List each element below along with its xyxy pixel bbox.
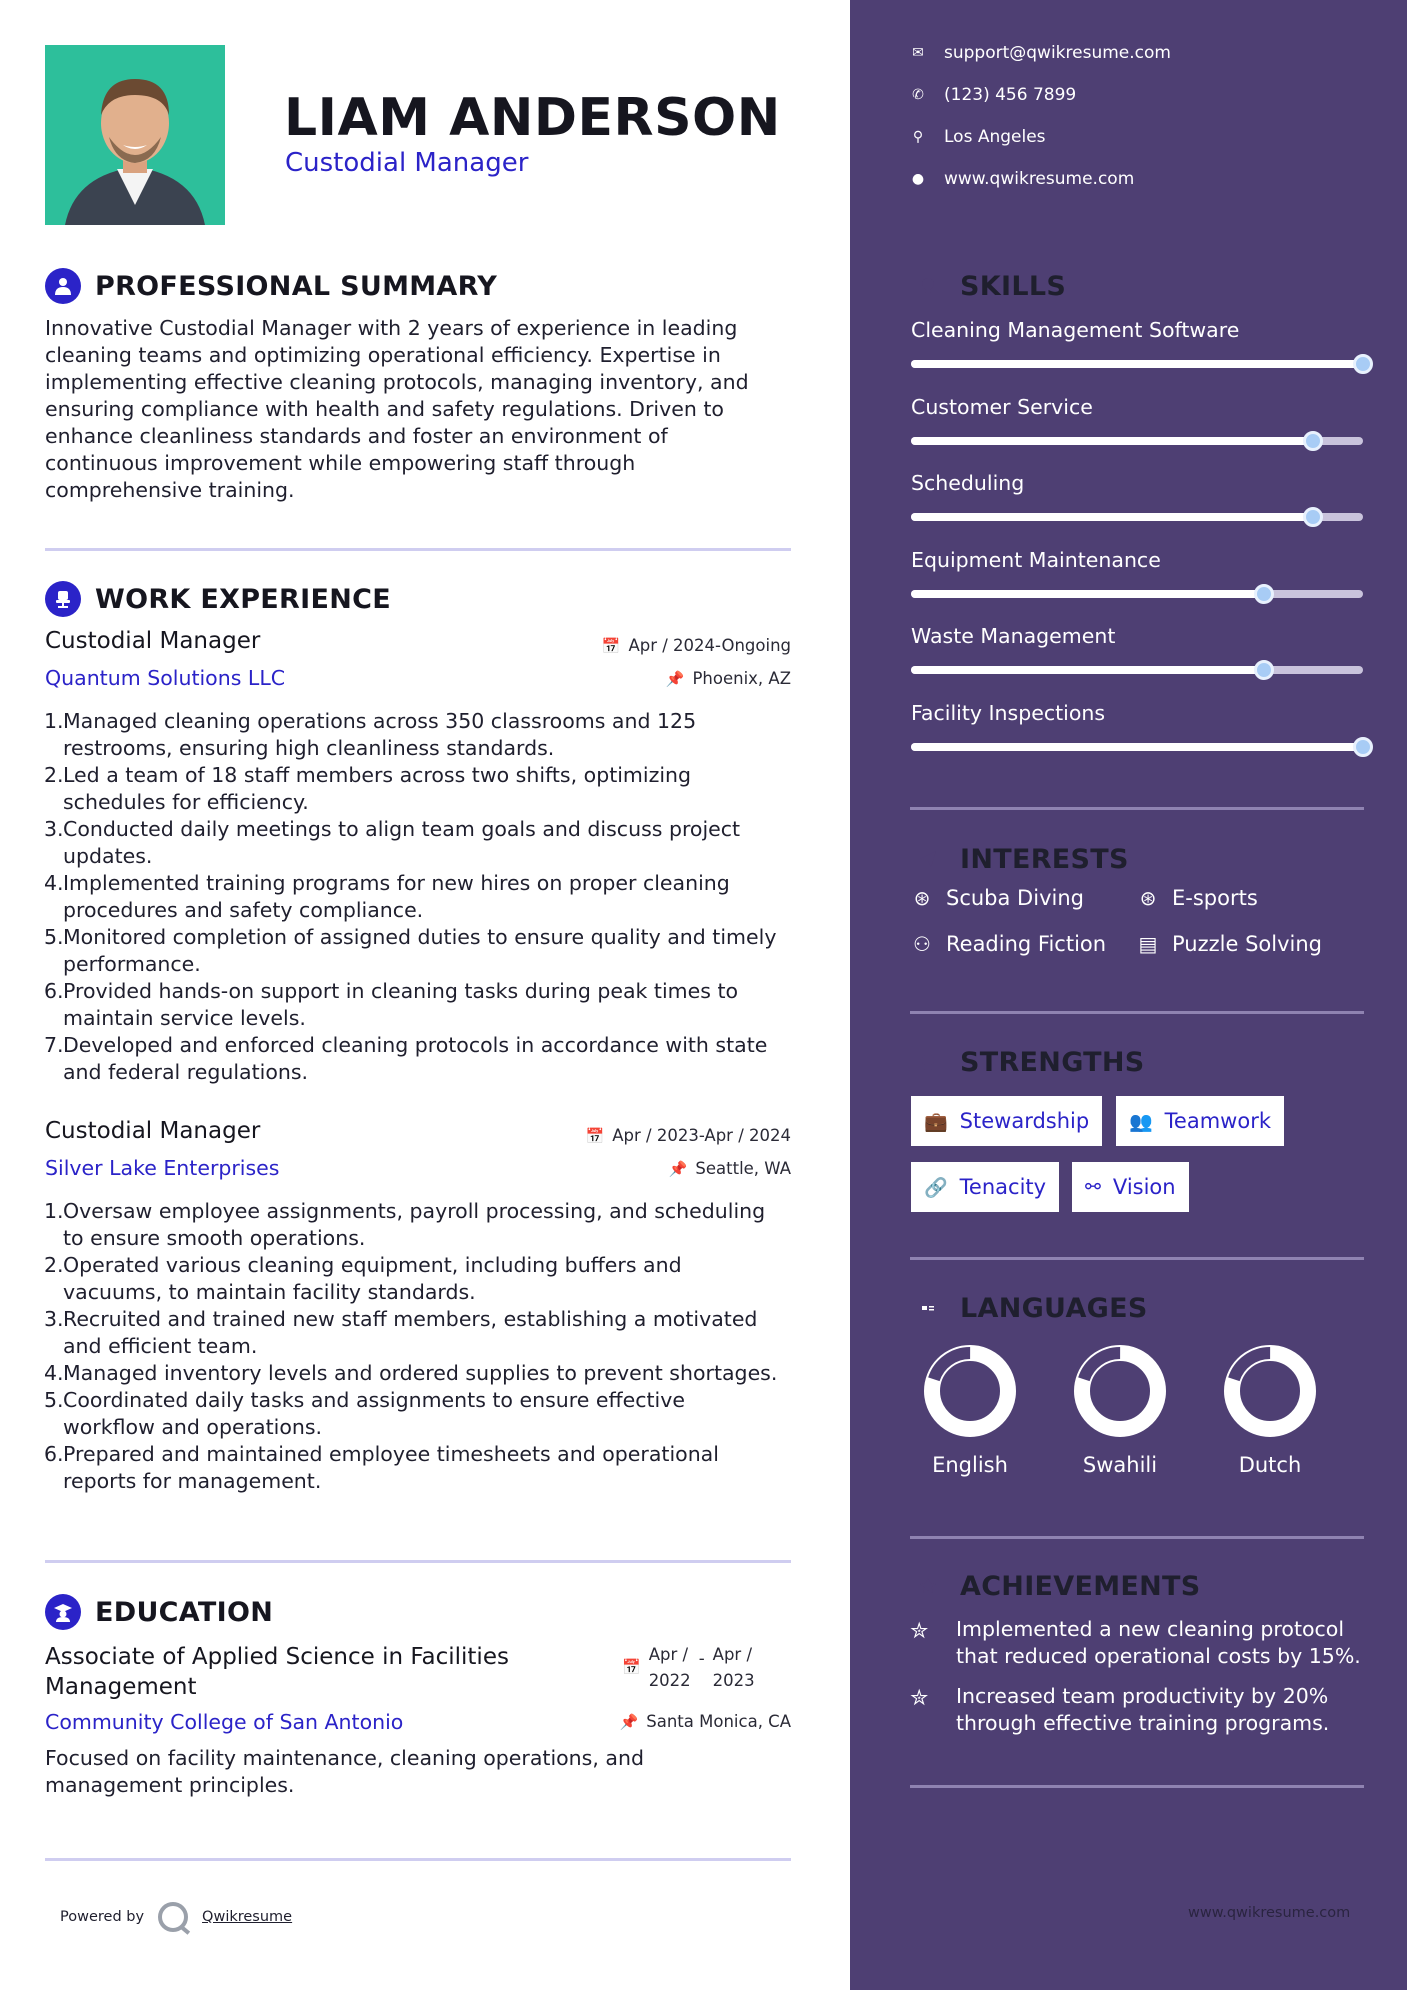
summary-line: Innovative Custodial Manager with 2 years of experience in leading: [45, 316, 738, 340]
job-date: [602, 636, 791, 655]
life-ring-icon: ⊛: [1139, 886, 1157, 910]
users-icon: 👥: [1129, 1110, 1153, 1133]
achievement-text: Implemented a new cleaning protocol that reduced operational costs by 15%.: [956, 1617, 1361, 1668]
summary-text: [45, 315, 749, 504]
candidate-title: Custodial Manager: [285, 148, 529, 178]
contact-location: [910, 127, 1046, 147]
section-divider: [45, 1560, 791, 1563]
achievement-item: [910, 1616, 1361, 1670]
summary-line: cleaning teams and optimizing operational efficiency. Expertise in: [45, 343, 721, 367]
skill-bar: [911, 360, 1363, 368]
strength-badge: [911, 1162, 1059, 1212]
phone-icon: ✆: [912, 87, 924, 103]
contact-phone[interactable]: [910, 85, 1076, 105]
languages-heading: LANGUAGES: [960, 1292, 1148, 1324]
summary-heading: PROFESSIONAL SUMMARY: [95, 270, 498, 302]
qwikresume-logo-icon: [158, 1902, 188, 1932]
education-date: [622, 1642, 755, 1694]
job-title: Custodial Manager: [45, 628, 261, 654]
strengths-heading: STRENGTHS: [960, 1046, 1145, 1078]
skill-bar: [911, 590, 1363, 598]
contact-location-text: Los Angeles: [944, 127, 1046, 147]
globe-icon: ●: [911, 171, 925, 187]
skill-label: Equipment Maintenance: [911, 547, 1161, 572]
skill-bar-fill: [911, 437, 1313, 445]
experience-heading: WORK EXPERIENCE: [95, 583, 391, 615]
education-location-text: Santa Monica, CA: [646, 1712, 791, 1731]
interest-item: [910, 932, 1106, 956]
language-proficiency-ring: [1072, 1343, 1168, 1439]
language-label: Dutch: [1238, 1453, 1302, 1477]
contact-phone-text: (123) 456 7899: [944, 85, 1077, 105]
job-location: [669, 1159, 791, 1178]
interest-label: Scuba Diving: [946, 886, 1084, 910]
person-portrait-icon: [45, 45, 225, 225]
job-company: Silver Lake Enterprises: [45, 1156, 280, 1180]
education-desc-line: management principles.: [45, 1773, 295, 1797]
job-location: [666, 669, 791, 688]
list-item: Developed and enforced cleaning protocols in accordance with state and federal regulations.: [63, 1033, 768, 1084]
job-date-text: Apr / 2023-Apr / 2024: [612, 1126, 791, 1145]
skill-bar: [911, 437, 1363, 445]
skill-label: Scheduling: [911, 471, 1025, 495]
language-proficiency-ring: [1222, 1343, 1318, 1439]
footer-website[interactable]: www.qwikresume.com: [1188, 1905, 1351, 1921]
skill-bar-fill: [911, 590, 1264, 598]
calendar-icon: 📅: [622, 1658, 641, 1676]
book-icon: ▤: [1138, 932, 1158, 956]
candidate-name: LIAM ANDERSON: [284, 88, 781, 148]
skill-bar-fill: [911, 360, 1363, 368]
section-divider: [910, 1536, 1364, 1539]
interest-item: [1136, 886, 1258, 910]
skills-heading: SKILLS: [960, 270, 1067, 302]
star-badge-icon: [910, 1568, 946, 1604]
calendar-icon: 📅: [601, 636, 621, 655]
summary-line: enhance cleanliness standards and foster an environment of: [45, 424, 668, 448]
star-hand-icon: ✮: [910, 1686, 929, 1711]
contact-email-text: support@qwikresume.com: [944, 43, 1171, 63]
languages-header: [910, 1290, 1148, 1326]
skill-bar-fill: [911, 513, 1313, 521]
summary-line: ensuring compliance with health and safety regulations. Driven to: [45, 397, 724, 421]
pin-icon: 📌: [619, 1712, 639, 1731]
skill-label: Waste Management: [911, 624, 1116, 648]
achievements-heading: ACHIEVEMENTS: [960, 1570, 1201, 1602]
strength-label: Stewardship: [959, 1109, 1090, 1133]
list-item: Managed inventory levels and ordered supplies to prevent shortages.: [63, 1361, 778, 1385]
powered-by-text: Powered by: [60, 1909, 145, 1925]
education-heading: EDUCATION: [95, 1596, 274, 1628]
education-location: [620, 1712, 791, 1731]
gamepad-icon: ⚇: [913, 932, 931, 956]
language-card-icon: [910, 1290, 946, 1326]
language-item: [915, 1343, 1025, 1477]
skills-header: [910, 268, 1066, 304]
skill-level-handle: [1254, 660, 1274, 680]
job-bullets: [44, 1198, 804, 1495]
job-location-text: Seattle, WA: [695, 1159, 791, 1178]
job-location-text: Phoenix, AZ: [692, 669, 791, 688]
job-title: Custodial Manager: [45, 1118, 261, 1144]
degree-line: Associate of Applied Science in Facilities: [45, 1644, 509, 1670]
language-proficiency-ring: [922, 1343, 1018, 1439]
list-item: Provided hands-on support in cleaning tasks during peak times to maintain service levels.: [63, 979, 739, 1030]
section-divider: [45, 1858, 791, 1861]
list-item: Managed cleaning operations across 350 classrooms and 125 restrooms, ensuring high cleanliness standards.: [63, 709, 697, 760]
strength-badge: [1116, 1096, 1284, 1146]
summary-line: continuous improvement while empowering staff through: [45, 451, 636, 475]
chair-icon: [45, 581, 81, 617]
list-item: Prepared and maintained employee timesheets and operational reports for management.: [63, 1442, 719, 1493]
experience-header: [45, 581, 391, 617]
paper-plane-icon: [910, 841, 946, 877]
skill-label: Customer Service: [911, 394, 1093, 419]
interests-header: [910, 841, 1129, 877]
list-item: Recruited and trained new staff members, establishing a motivated and efficient team.: [63, 1307, 758, 1358]
summary-header: [45, 268, 497, 304]
list-item: Implemented training programs for new hires on proper cleaning procedures and safety compliance.: [63, 871, 730, 922]
strength-badge: [1072, 1162, 1189, 1212]
interest-label: Puzzle Solving: [1172, 932, 1322, 956]
lightbulb-icon: [910, 268, 946, 304]
interests-heading: INTERESTS: [960, 843, 1129, 875]
list-item: Led a team of 18 staff members across two shifts, optimizing schedules for efficiency.: [63, 763, 692, 814]
star-hand-icon: ✮: [910, 1619, 929, 1644]
user-icon: [45, 268, 81, 304]
qwikresume-link[interactable]: Qwikresume: [202, 1909, 293, 1925]
list-item: Operated various cleaning equipment, including buffers and vacuums, to maintain facility standards.: [63, 1253, 682, 1304]
interest-label: Reading Fiction: [946, 932, 1107, 956]
education-description: [45, 1745, 644, 1799]
strength-label: Tenacity: [959, 1175, 1047, 1199]
strengths-header: [910, 1044, 1145, 1080]
envelope-icon: ✉: [912, 45, 924, 61]
job-date-text: Apr / 2024-Ongoing: [628, 636, 791, 655]
calendar-icon: 📅: [585, 1126, 605, 1145]
language-label: Swahili: [1082, 1453, 1158, 1477]
section-divider: [45, 548, 791, 551]
skill-bar: [911, 743, 1363, 751]
skill-label: Facility Inspections: [911, 700, 1106, 725]
skill-bar-fill: [911, 743, 1363, 751]
language-item: [1215, 1343, 1325, 1477]
strength-badge: [911, 1096, 1102, 1146]
achievement-text: Increased team productivity by 20% through effective training programs.: [956, 1684, 1330, 1735]
link-icon: 🔗: [924, 1176, 948, 1199]
job-date: [586, 1126, 791, 1145]
degree-title: [45, 1642, 509, 1702]
list-item: Monitored completion of assigned duties to ensure quality and timely performance.: [63, 925, 777, 976]
binoculars-icon: ⚯: [1085, 1176, 1101, 1198]
date-separator: -: [698, 1649, 705, 1668]
map-marker-icon: ⚲: [912, 129, 924, 145]
interest-label: E-sports: [1172, 886, 1258, 910]
profile-photo: [45, 45, 225, 225]
briefcase-icon: 💼: [924, 1110, 948, 1133]
interest-item: [1136, 932, 1322, 956]
strength-label: Vision: [1112, 1175, 1176, 1199]
list-item: Oversaw employee assignments, payroll processing, and scheduling to ensure smooth operations.: [63, 1199, 766, 1250]
section-divider: [910, 807, 1364, 810]
pin-icon: 📌: [665, 669, 685, 688]
education-desc-line: Focused on facility maintenance, cleaning operations, and: [45, 1746, 644, 1770]
school-name: Community College of San Antonio: [45, 1710, 404, 1734]
education-header: [45, 1594, 273, 1630]
contact-website-text: www.qwikresume.com: [944, 169, 1135, 189]
contact-email[interactable]: [910, 43, 1171, 63]
job-bullets: [44, 708, 804, 1086]
achievement-item: [910, 1683, 1329, 1737]
education-date-start: Apr / 2022: [648, 1645, 691, 1690]
strength-label: Teamwork: [1164, 1109, 1271, 1133]
job-company: Quantum Solutions LLC: [45, 666, 286, 690]
summary-line: comprehensive training.: [45, 478, 295, 502]
language-label: English: [932, 1453, 1008, 1477]
skill-bar: [911, 666, 1363, 674]
list-item: Conducted daily meetings to align team goals and discuss project updates.: [63, 817, 741, 868]
graduate-icon: [45, 1594, 81, 1630]
contact-website[interactable]: [910, 169, 1134, 189]
life-ring-icon: ⊛: [913, 886, 931, 910]
pin-icon: 📌: [668, 1159, 688, 1178]
degree-line: Management: [45, 1674, 197, 1700]
list-item: Coordinated daily tasks and assignments to ensure effective workflow and operations.: [63, 1388, 685, 1439]
skill-bar-fill: [911, 666, 1264, 674]
education-date-end: Apr / 2023: [712, 1645, 755, 1690]
skill-level-handle: [1353, 354, 1373, 374]
achievements-header: [910, 1568, 1201, 1604]
skill-level-handle: [1254, 584, 1274, 604]
skill-bar: [911, 513, 1363, 521]
skill-label: Cleaning Management Software: [911, 318, 1240, 342]
powered-by: [60, 1902, 292, 1932]
skill-level-handle: [1303, 431, 1323, 451]
language-item: [1065, 1343, 1175, 1477]
section-divider: [910, 1785, 1364, 1788]
interest-item: [910, 886, 1084, 910]
summary-line: implementing effective cleaning protocols, managing inventory, and: [45, 370, 749, 394]
section-divider: [910, 1257, 1364, 1260]
fist-icon: [910, 1044, 946, 1080]
section-divider: [910, 1011, 1364, 1014]
skill-level-handle: [1353, 737, 1373, 757]
